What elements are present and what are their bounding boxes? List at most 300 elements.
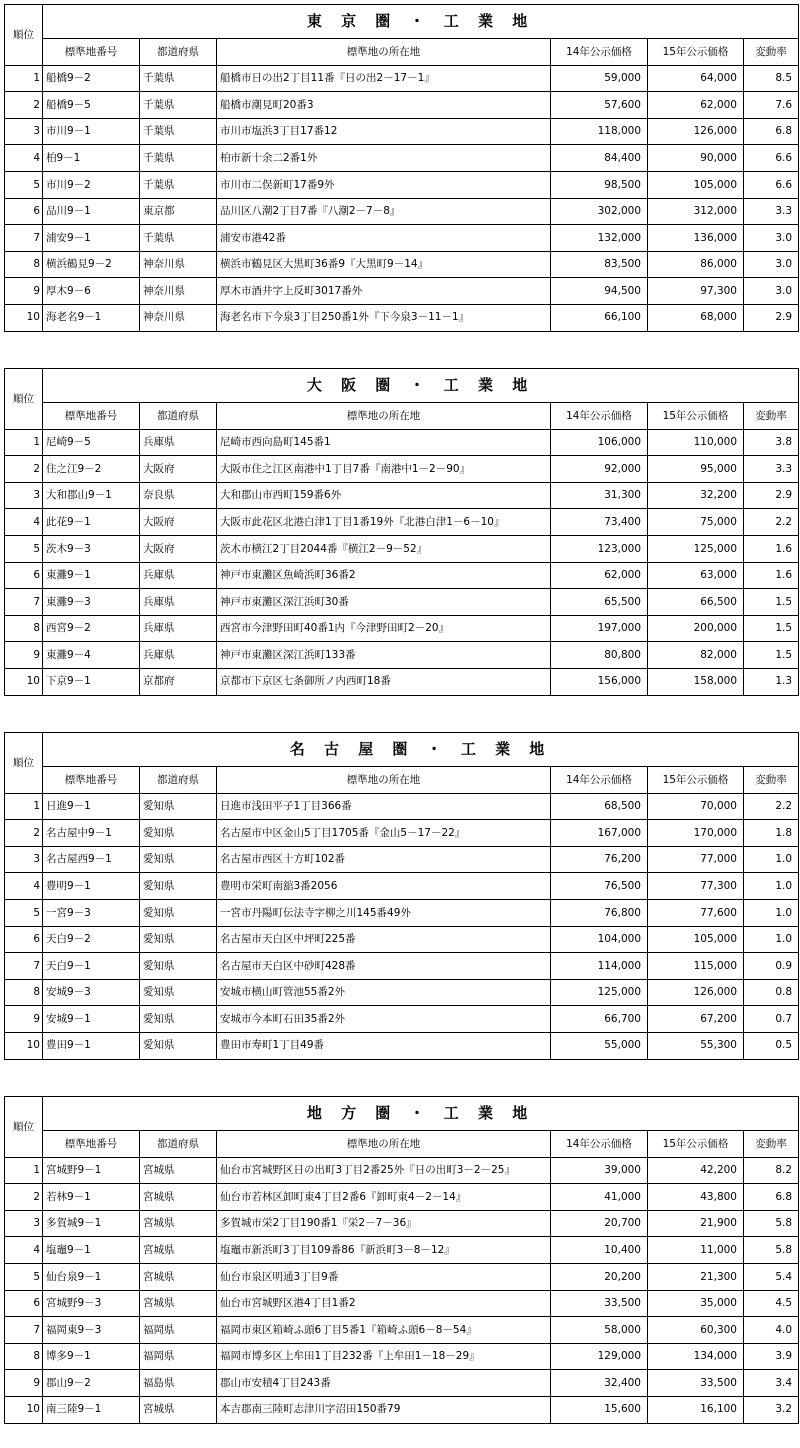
address-cell: 一宮市丹陽町伝法寺字柳之川145番49外 bbox=[217, 899, 551, 926]
price-2015-cell: 115,000 bbox=[648, 953, 744, 980]
rank-cell: 2 bbox=[5, 92, 43, 119]
address-cell: 西宮市今津野田町40番1内『今津野田町2－20』 bbox=[217, 615, 551, 642]
address-cell: 市川市二俣新町17番9外 bbox=[217, 171, 551, 198]
rank-cell: 3 bbox=[5, 118, 43, 145]
section-title: 地 方 圏 ・ 工 業 地 bbox=[43, 1097, 799, 1131]
site-number-cell: 品川9－1 bbox=[43, 198, 140, 225]
price-2015-cell: 110,000 bbox=[648, 429, 744, 456]
rank-header: 順位 bbox=[5, 5, 43, 66]
column-header: 都道府県 bbox=[140, 767, 217, 794]
price-2015-cell: 64,000 bbox=[648, 65, 744, 92]
price-2015-cell: 77,600 bbox=[648, 899, 744, 926]
rank-cell: 7 bbox=[5, 953, 43, 980]
site-number-cell: 名古屋中9－1 bbox=[43, 820, 140, 847]
price-2015-cell: 170,000 bbox=[648, 820, 744, 847]
table-row bbox=[5, 589, 799, 616]
ranking-section bbox=[4, 732, 798, 1060]
prefecture-cell: 兵庫県 bbox=[140, 429, 217, 456]
price-2015-cell: 75,000 bbox=[648, 509, 744, 536]
rank-cell: 9 bbox=[5, 1006, 43, 1033]
change-rate-cell: 1.0 bbox=[744, 846, 799, 873]
site-number-cell: 豊明9－1 bbox=[43, 873, 140, 900]
prefecture-cell: 福島県 bbox=[140, 1370, 217, 1397]
price-2015-cell: 62,000 bbox=[648, 92, 744, 119]
table-row bbox=[5, 278, 799, 305]
price-2015-cell: 21,300 bbox=[648, 1263, 744, 1290]
rank-cell: 3 bbox=[5, 1210, 43, 1237]
prefecture-cell: 愛知県 bbox=[140, 926, 217, 953]
prefecture-cell: 宮城県 bbox=[140, 1210, 217, 1237]
ranking-section bbox=[4, 1096, 798, 1424]
address-cell: 福岡市博多区上牟田1丁目232番『上牟田1－18－29』 bbox=[217, 1343, 551, 1370]
table-row bbox=[5, 92, 799, 119]
price-2014-cell: 80,800 bbox=[551, 642, 648, 669]
price-2015-cell: 68,000 bbox=[648, 304, 744, 331]
section-title: 大 阪 圏 ・ 工 業 地 bbox=[43, 369, 799, 403]
table-row bbox=[5, 1343, 799, 1370]
site-number-cell: 天白9－2 bbox=[43, 926, 140, 953]
price-2014-cell: 302,000 bbox=[551, 198, 648, 225]
price-2015-cell: 77,000 bbox=[648, 846, 744, 873]
rank-cell: 8 bbox=[5, 251, 43, 278]
address-cell: 神戸市東灘区深江浜町133番 bbox=[217, 642, 551, 669]
price-2014-cell: 58,000 bbox=[551, 1317, 648, 1344]
change-rate-cell: 3.2 bbox=[744, 1396, 799, 1423]
address-cell: 海老名市下今泉3丁目250番1外『下今泉3－11－1』 bbox=[217, 304, 551, 331]
column-header-row bbox=[5, 1131, 799, 1158]
price-2015-cell: 90,000 bbox=[648, 145, 744, 172]
price-2015-cell: 11,000 bbox=[648, 1237, 744, 1264]
prefecture-cell: 愛知県 bbox=[140, 820, 217, 847]
rank-cell: 6 bbox=[5, 562, 43, 589]
change-rate-cell: 3.8 bbox=[744, 429, 799, 456]
price-2014-cell: 84,400 bbox=[551, 145, 648, 172]
price-2015-cell: 134,000 bbox=[648, 1343, 744, 1370]
table-row bbox=[5, 482, 799, 509]
section-title-row bbox=[5, 733, 799, 767]
change-rate-cell: 2.2 bbox=[744, 793, 799, 820]
table-row bbox=[5, 1290, 799, 1317]
price-2014-cell: 129,000 bbox=[551, 1343, 648, 1370]
address-cell: 大阪市住之江区南港中1丁目7番『南港中1－2－90』 bbox=[217, 456, 551, 483]
change-rate-cell: 0.9 bbox=[744, 953, 799, 980]
price-2015-cell: 55,300 bbox=[648, 1032, 744, 1059]
rank-cell: 10 bbox=[5, 1396, 43, 1423]
change-rate-cell: 5.8 bbox=[744, 1210, 799, 1237]
prefecture-cell: 愛知県 bbox=[140, 979, 217, 1006]
price-2014-cell: 156,000 bbox=[551, 668, 648, 695]
price-2014-cell: 94,500 bbox=[551, 278, 648, 305]
price-2015-cell: 43,800 bbox=[648, 1184, 744, 1211]
price-2015-cell: 82,000 bbox=[648, 642, 744, 669]
table-row bbox=[5, 1396, 799, 1423]
address-cell: 仙台市泉区明通3丁目9番 bbox=[217, 1263, 551, 1290]
table-row bbox=[5, 145, 799, 172]
price-2015-cell: 97,300 bbox=[648, 278, 744, 305]
table-row bbox=[5, 1032, 799, 1059]
site-number-cell: 市川9－2 bbox=[43, 171, 140, 198]
site-number-cell: 宮城野9－3 bbox=[43, 1290, 140, 1317]
table-row bbox=[5, 118, 799, 145]
table-row bbox=[5, 171, 799, 198]
prefecture-cell: 愛知県 bbox=[140, 846, 217, 873]
price-2015-cell: 86,000 bbox=[648, 251, 744, 278]
change-rate-cell: 1.5 bbox=[744, 642, 799, 669]
price-2015-cell: 200,000 bbox=[648, 615, 744, 642]
change-rate-cell: 5.4 bbox=[744, 1263, 799, 1290]
rank-header: 順位 bbox=[5, 733, 43, 794]
column-header: 15年公示価格 bbox=[648, 39, 744, 66]
rank-cell: 9 bbox=[5, 1370, 43, 1397]
table-row bbox=[5, 456, 799, 483]
change-rate-cell: 3.3 bbox=[744, 456, 799, 483]
site-number-cell: 茨木9－3 bbox=[43, 535, 140, 562]
ranking-section bbox=[4, 368, 798, 696]
section-title: 名 古 屋 圏 ・ 工 業 地 bbox=[43, 733, 799, 767]
column-header: 変動率 bbox=[744, 403, 799, 430]
site-number-cell: 此花9－1 bbox=[43, 509, 140, 536]
rank-cell: 7 bbox=[5, 225, 43, 252]
table-row bbox=[5, 251, 799, 278]
site-number-cell: 郡山9－2 bbox=[43, 1370, 140, 1397]
table-row bbox=[5, 1370, 799, 1397]
change-rate-cell: 2.2 bbox=[744, 509, 799, 536]
site-number-cell: 天白9－1 bbox=[43, 953, 140, 980]
price-2015-cell: 312,000 bbox=[648, 198, 744, 225]
change-rate-cell: 3.0 bbox=[744, 225, 799, 252]
change-rate-cell: 1.6 bbox=[744, 562, 799, 589]
column-header: 14年公示価格 bbox=[551, 403, 648, 430]
price-2015-cell: 42,200 bbox=[648, 1157, 744, 1184]
address-cell: 名古屋市中区金山5丁目1705番『金山5－17－22』 bbox=[217, 820, 551, 847]
table-row bbox=[5, 535, 799, 562]
price-2014-cell: 32,400 bbox=[551, 1370, 648, 1397]
change-rate-cell: 3.9 bbox=[744, 1343, 799, 1370]
address-cell: 柏市新十余二2番1外 bbox=[217, 145, 551, 172]
site-number-cell: 豊田9－1 bbox=[43, 1032, 140, 1059]
price-2014-cell: 76,200 bbox=[551, 846, 648, 873]
price-2014-cell: 114,000 bbox=[551, 953, 648, 980]
site-number-cell: 厚木9－6 bbox=[43, 278, 140, 305]
price-2015-cell: 126,000 bbox=[648, 979, 744, 1006]
prefecture-cell: 千葉県 bbox=[140, 65, 217, 92]
column-header-row bbox=[5, 767, 799, 794]
address-cell: 豊田市寿町1丁目49番 bbox=[217, 1032, 551, 1059]
price-2014-cell: 92,000 bbox=[551, 456, 648, 483]
prefecture-cell: 愛知県 bbox=[140, 953, 217, 980]
rank-cell: 3 bbox=[5, 482, 43, 509]
site-number-cell: 若林9－1 bbox=[43, 1184, 140, 1211]
table-row bbox=[5, 820, 799, 847]
price-2014-cell: 66,100 bbox=[551, 304, 648, 331]
rank-cell: 5 bbox=[5, 535, 43, 562]
price-2015-cell: 105,000 bbox=[648, 926, 744, 953]
column-header: 標準地番号 bbox=[43, 403, 140, 430]
site-number-cell: 柏9－1 bbox=[43, 145, 140, 172]
rank-cell: 10 bbox=[5, 304, 43, 331]
change-rate-cell: 3.4 bbox=[744, 1370, 799, 1397]
table-row bbox=[5, 979, 799, 1006]
site-number-cell: 西宮9－2 bbox=[43, 615, 140, 642]
ranking-table bbox=[4, 1096, 799, 1424]
price-2014-cell: 39,000 bbox=[551, 1157, 648, 1184]
rank-cell: 1 bbox=[5, 1157, 43, 1184]
change-rate-cell: 6.8 bbox=[744, 1184, 799, 1211]
address-cell: 大和郡山市西町159番6外 bbox=[217, 482, 551, 509]
site-number-cell: 安城9－3 bbox=[43, 979, 140, 1006]
rank-cell: 7 bbox=[5, 1317, 43, 1344]
change-rate-cell: 0.8 bbox=[744, 979, 799, 1006]
rank-cell: 5 bbox=[5, 1263, 43, 1290]
change-rate-cell: 4.5 bbox=[744, 1290, 799, 1317]
change-rate-cell: 2.9 bbox=[744, 304, 799, 331]
table-row bbox=[5, 793, 799, 820]
change-rate-cell: 1.5 bbox=[744, 615, 799, 642]
table-row bbox=[5, 562, 799, 589]
rank-cell: 1 bbox=[5, 429, 43, 456]
price-2014-cell: 59,000 bbox=[551, 65, 648, 92]
address-cell: 品川区八潮2丁目7番『八潮2－7－8』 bbox=[217, 198, 551, 225]
price-2015-cell: 95,000 bbox=[648, 456, 744, 483]
address-cell: 浦安市港42番 bbox=[217, 225, 551, 252]
site-number-cell: 多賀城9－1 bbox=[43, 1210, 140, 1237]
change-rate-cell: 3.0 bbox=[744, 251, 799, 278]
column-header: 15年公示価格 bbox=[648, 1131, 744, 1158]
table-row bbox=[5, 846, 799, 873]
rank-cell: 6 bbox=[5, 1290, 43, 1317]
table-row bbox=[5, 225, 799, 252]
site-number-cell: 大和郡山9－1 bbox=[43, 482, 140, 509]
rank-cell: 7 bbox=[5, 589, 43, 616]
prefecture-cell: 宮城県 bbox=[140, 1290, 217, 1317]
column-header: 15年公示価格 bbox=[648, 767, 744, 794]
price-2014-cell: 62,000 bbox=[551, 562, 648, 589]
price-2015-cell: 32,200 bbox=[648, 482, 744, 509]
change-rate-cell: 8.2 bbox=[744, 1157, 799, 1184]
address-cell: 郡山市安積4丁目243番 bbox=[217, 1370, 551, 1397]
prefecture-cell: 宮城県 bbox=[140, 1237, 217, 1264]
price-2014-cell: 15,600 bbox=[551, 1396, 648, 1423]
table-row bbox=[5, 1157, 799, 1184]
table-row bbox=[5, 509, 799, 536]
rank-cell: 6 bbox=[5, 198, 43, 225]
table-row bbox=[5, 642, 799, 669]
site-number-cell: 尼崎9－5 bbox=[43, 429, 140, 456]
column-header: 変動率 bbox=[744, 767, 799, 794]
prefecture-cell: 福岡県 bbox=[140, 1343, 217, 1370]
prefecture-cell: 千葉県 bbox=[140, 118, 217, 145]
table-row bbox=[5, 1210, 799, 1237]
table-row bbox=[5, 1184, 799, 1211]
table-row bbox=[5, 429, 799, 456]
address-cell: 安城市横山町管池55番2外 bbox=[217, 979, 551, 1006]
site-number-cell: 横浜鶴見9－2 bbox=[43, 251, 140, 278]
change-rate-cell: 6.6 bbox=[744, 171, 799, 198]
change-rate-cell: 6.6 bbox=[744, 145, 799, 172]
prefecture-cell: 福岡県 bbox=[140, 1317, 217, 1344]
column-header: 変動率 bbox=[744, 39, 799, 66]
price-2015-cell: 105,000 bbox=[648, 171, 744, 198]
address-cell: 名古屋市西区十方町102番 bbox=[217, 846, 551, 873]
site-number-cell: 住之江9－2 bbox=[43, 456, 140, 483]
address-cell: 仙台市若林区卸町東4丁目2番6『卸町東4－2－14』 bbox=[217, 1184, 551, 1211]
change-rate-cell: 3.0 bbox=[744, 278, 799, 305]
price-2015-cell: 67,200 bbox=[648, 1006, 744, 1033]
column-header-row bbox=[5, 403, 799, 430]
address-cell: 船橋市日の出2丁目11番『日の出2－17－1』 bbox=[217, 65, 551, 92]
prefecture-cell: 宮城県 bbox=[140, 1157, 217, 1184]
table-row bbox=[5, 668, 799, 695]
change-rate-cell: 6.8 bbox=[744, 118, 799, 145]
site-number-cell: 福岡東9－3 bbox=[43, 1317, 140, 1344]
address-cell: 市川市塩浜3丁目17番12 bbox=[217, 118, 551, 145]
table-row bbox=[5, 1263, 799, 1290]
address-cell: 日進市浅田平子1丁目366番 bbox=[217, 793, 551, 820]
rank-cell: 6 bbox=[5, 926, 43, 953]
column-header: 標準地番号 bbox=[43, 767, 140, 794]
price-2014-cell: 10,400 bbox=[551, 1237, 648, 1264]
ranking-section bbox=[4, 4, 798, 332]
column-header: 都道府県 bbox=[140, 1131, 217, 1158]
prefecture-cell: 兵庫県 bbox=[140, 562, 217, 589]
rank-cell: 5 bbox=[5, 171, 43, 198]
rank-cell: 2 bbox=[5, 456, 43, 483]
address-cell: 茨木市横江2丁目2044番『横江2－9－52』 bbox=[217, 535, 551, 562]
price-2014-cell: 57,600 bbox=[551, 92, 648, 119]
address-cell: 名古屋市天白区中坪町225番 bbox=[217, 926, 551, 953]
prefecture-cell: 東京都 bbox=[140, 198, 217, 225]
price-2014-cell: 125,000 bbox=[551, 979, 648, 1006]
table-row bbox=[5, 198, 799, 225]
prefecture-cell: 奈良県 bbox=[140, 482, 217, 509]
section-title-row bbox=[5, 5, 799, 39]
table-row bbox=[5, 65, 799, 92]
address-cell: 尼崎市西向島町145番1 bbox=[217, 429, 551, 456]
rank-cell: 1 bbox=[5, 793, 43, 820]
address-cell: 京都市下京区七条御所ノ内西町18番 bbox=[217, 668, 551, 695]
site-number-cell: 東灘9－3 bbox=[43, 589, 140, 616]
price-2014-cell: 76,800 bbox=[551, 899, 648, 926]
address-cell: 塩竈市新浜町3丁目109番86『新浜町3－8－12』 bbox=[217, 1237, 551, 1264]
price-2015-cell: 77,300 bbox=[648, 873, 744, 900]
prefecture-cell: 愛知県 bbox=[140, 1006, 217, 1033]
price-2015-cell: 33,500 bbox=[648, 1370, 744, 1397]
column-header: 14年公示価格 bbox=[551, 39, 648, 66]
rank-cell: 10 bbox=[5, 668, 43, 695]
prefecture-cell: 兵庫県 bbox=[140, 615, 217, 642]
price-2015-cell: 21,900 bbox=[648, 1210, 744, 1237]
site-number-cell: 浦安9－1 bbox=[43, 225, 140, 252]
address-cell: 多賀城市栄2丁目190番1『栄2－7－36』 bbox=[217, 1210, 551, 1237]
section-title: 東 京 圏 ・ 工 業 地 bbox=[43, 5, 799, 39]
price-2015-cell: 158,000 bbox=[648, 668, 744, 695]
site-number-cell: 東灘9－1 bbox=[43, 562, 140, 589]
price-2014-cell: 33,500 bbox=[551, 1290, 648, 1317]
rank-cell: 9 bbox=[5, 642, 43, 669]
column-header: 標準地の所在地 bbox=[217, 767, 551, 794]
price-2014-cell: 20,200 bbox=[551, 1263, 648, 1290]
address-cell: 仙台市宮城野区日の出町3丁目2番25外『日の出町3－2－25』 bbox=[217, 1157, 551, 1184]
column-header-row bbox=[5, 39, 799, 66]
price-2014-cell: 65,500 bbox=[551, 589, 648, 616]
price-2015-cell: 70,000 bbox=[648, 793, 744, 820]
column-header: 14年公示価格 bbox=[551, 1131, 648, 1158]
price-2014-cell: 104,000 bbox=[551, 926, 648, 953]
column-header: 標準地番号 bbox=[43, 39, 140, 66]
column-header: 14年公示価格 bbox=[551, 767, 648, 794]
address-cell: 神戸市東灘区魚崎浜町36番2 bbox=[217, 562, 551, 589]
rank-cell: 8 bbox=[5, 615, 43, 642]
prefecture-cell: 千葉県 bbox=[140, 92, 217, 119]
site-number-cell: 一宮9－3 bbox=[43, 899, 140, 926]
section-title-row bbox=[5, 1097, 799, 1131]
price-2014-cell: 118,000 bbox=[551, 118, 648, 145]
rank-cell: 2 bbox=[5, 1184, 43, 1211]
rank-cell: 1 bbox=[5, 65, 43, 92]
column-header: 都道府県 bbox=[140, 39, 217, 66]
prefecture-cell: 神奈川県 bbox=[140, 304, 217, 331]
site-number-cell: 日進9－1 bbox=[43, 793, 140, 820]
address-cell: 仙台市宮城野区港4丁目1番2 bbox=[217, 1290, 551, 1317]
price-2015-cell: 16,100 bbox=[648, 1396, 744, 1423]
change-rate-cell: 1.0 bbox=[744, 873, 799, 900]
prefecture-cell: 宮城県 bbox=[140, 1263, 217, 1290]
rank-cell: 4 bbox=[5, 145, 43, 172]
ranking-table bbox=[4, 4, 799, 332]
prefecture-cell: 宮城県 bbox=[140, 1396, 217, 1423]
table-row bbox=[5, 615, 799, 642]
address-cell: 福岡市東区箱崎ふ頭6丁目5番1『箱崎ふ頭6－8－54』 bbox=[217, 1317, 551, 1344]
prefecture-cell: 大阪府 bbox=[140, 509, 217, 536]
change-rate-cell: 1.6 bbox=[744, 535, 799, 562]
table-row bbox=[5, 1006, 799, 1033]
address-cell: 横浜市鶴見区大黒町36番9『大黒町9－14』 bbox=[217, 251, 551, 278]
price-2015-cell: 136,000 bbox=[648, 225, 744, 252]
prefecture-cell: 愛知県 bbox=[140, 793, 217, 820]
site-number-cell: 下京9－1 bbox=[43, 668, 140, 695]
address-cell: 厚木市酒井字上反町3017番外 bbox=[217, 278, 551, 305]
prefecture-cell: 兵庫県 bbox=[140, 589, 217, 616]
table-row bbox=[5, 873, 799, 900]
price-2014-cell: 167,000 bbox=[551, 820, 648, 847]
change-rate-cell: 7.6 bbox=[744, 92, 799, 119]
site-number-cell: 名古屋西9－1 bbox=[43, 846, 140, 873]
site-number-cell: 海老名9－1 bbox=[43, 304, 140, 331]
change-rate-cell: 3.3 bbox=[744, 198, 799, 225]
price-2015-cell: 66,500 bbox=[648, 589, 744, 616]
price-2014-cell: 123,000 bbox=[551, 535, 648, 562]
site-number-cell: 塩竈9－1 bbox=[43, 1237, 140, 1264]
change-rate-cell: 0.5 bbox=[744, 1032, 799, 1059]
prefecture-cell: 千葉県 bbox=[140, 145, 217, 172]
address-cell: 安城市今本町石田35番2外 bbox=[217, 1006, 551, 1033]
ranking-table bbox=[4, 368, 799, 696]
change-rate-cell: 8.5 bbox=[744, 65, 799, 92]
rank-cell: 9 bbox=[5, 278, 43, 305]
prefecture-cell: 千葉県 bbox=[140, 225, 217, 252]
column-header: 標準地番号 bbox=[43, 1131, 140, 1158]
site-number-cell: 博多9－1 bbox=[43, 1343, 140, 1370]
price-2014-cell: 76,500 bbox=[551, 873, 648, 900]
rank-cell: 4 bbox=[5, 873, 43, 900]
rank-header: 順位 bbox=[5, 1097, 43, 1158]
table-row bbox=[5, 1237, 799, 1264]
change-rate-cell: 4.0 bbox=[744, 1317, 799, 1344]
section-title-row bbox=[5, 369, 799, 403]
address-cell: 本吉郡南三陸町志津川字沼田150番79 bbox=[217, 1396, 551, 1423]
rank-cell: 8 bbox=[5, 1343, 43, 1370]
prefecture-cell: 愛知県 bbox=[140, 1032, 217, 1059]
